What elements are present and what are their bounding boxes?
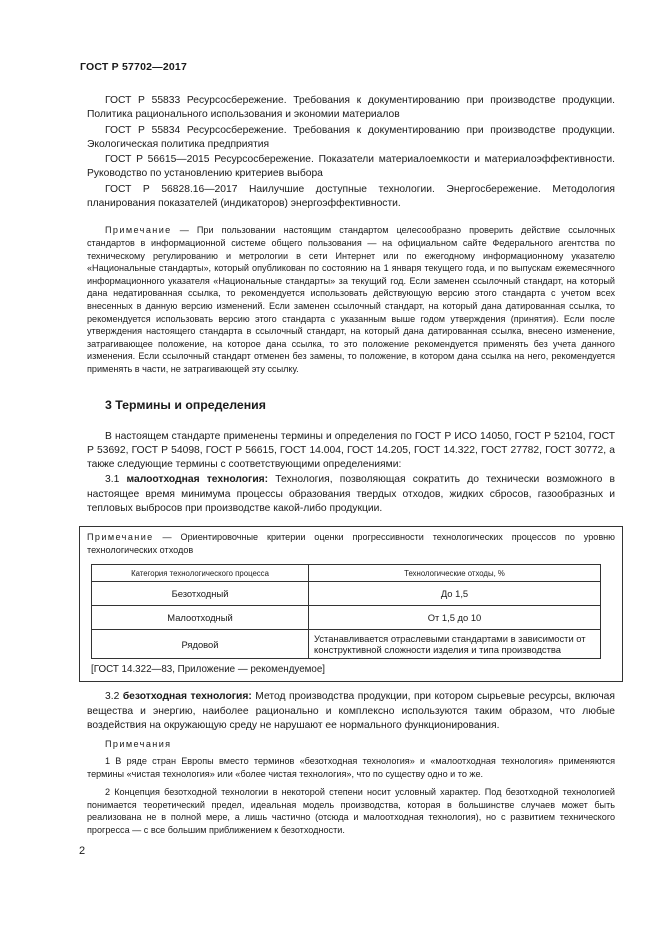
reference-item: ГОСТ Р 55833 Ресурсосбережение. Требования к документированию при производстве продукции. Политика рационального использования и экономии материалов [87, 95, 615, 121]
criteria-box [79, 526, 623, 682]
reference-item: ГОСТ Р 56615—2015 Ресурсосбережение. Показатели материалоемкости и материалоэффективности. Руководство по установлению критериев выбора [87, 154, 615, 180]
page-content [87, 94, 615, 837]
note-item: 1 В ряде стран Европы вместо терминов «безотходная технология» и «малоотходная технология» применяются термины «чистая технология» или «более чистая технология», что по существу одно и то же. [87, 755, 615, 779]
note-text: — Ориентировочные критерии оценки прогрессивности технологических процессов по уровню технологических отходов [87, 532, 615, 555]
note-label: Примечание [87, 532, 154, 543]
term-definition [87, 690, 615, 733]
table-row [92, 606, 601, 630]
notes-label: Примечания [105, 739, 172, 750]
term-text: Метод производства продукции, при котором сырьевые ресурсы, включая вещества и энергию, наиболее рационально и комплексно используются таким образом, что любые воздействия на окружающую среду не нарушают ее нормального функционирования. [87, 691, 615, 732]
table-header: Категория технологического процесса [92, 565, 309, 582]
table-cell: От 1,5 до 10 [309, 606, 601, 630]
criteria-table [91, 564, 601, 659]
table-cell: Рядовой [92, 630, 309, 659]
criteria-note [87, 531, 615, 556]
note-item: 2 Концепция безотходной технологии в некоторой степени носит условный характер. Под безотходной технологией понимается теоретический предел, идеальная модель производства, которая в большинстве случаев может быть реализована не в полной мере, а лишь частично (отсюда и малоотходная технология), но с развитием технического прогресса — с все большим приближением к безотходности. [87, 787, 615, 835]
table-header: Технологические отходы, % [309, 565, 601, 582]
references-note [87, 224, 615, 375]
note-text: — При пользовании настоящим стандартом целесообразно проверить действие ссылочных стандартов в информационной системе общего пользования — на официальном сайте Федерального агентства по техническому регулированию и метрологии в сети Интернет или по ежегодному информационному указателю «Национальные стандарты», который опубликован по состоянию на 1 января текущего года, и по выпускам ежемесячного информационного указателя «Национальные стандарты» за текущий год. Если заменен ссылочный стандарт, на который дана недатированная ссылка, то рекомендуется использовать действующую версию этого стандарта с учетом всех внесенных в данную версию изменений. Если заменен ссылочный стандарт, на который дана датированная ссылка, то рекомендуется использовать версию этого стандарта с указанным выше годом утверждения (принятия). Если после утверждения настоящего стандарта в ссылочный стандарт, на который дана датированная ссылка, внесено изменение, затрагивающее положение, на которое дана ссылка, то это положение рекомендуется применять без учета данного изменения. Если ссылочный стандарт отменен без замены, то положение, в котором дана ссылка на него, рекомендуется применять в части, не затрагивающей эту ссылку. [87, 225, 615, 374]
section-intro: В настоящем стандарте применены термины и определения по ГОСТ Р ИСО 14050, ГОСТ Р 52104, ГОСТ Р 53692, ГОСТ Р 54098, ГОСТ Р 56615, ГОСТ 14.004, ГОСТ 14.205, ГОСТ 14.322, ГОСТ 27782, ГОСТ 30772, а также следующие термины с соответствующими определениями: [87, 430, 615, 471]
note-label: Примечание [105, 225, 172, 236]
term-name: малоотходная технология: [126, 474, 269, 486]
term-definition [87, 473, 615, 516]
document-header: ГОСТ Р 57702—2017 [80, 61, 188, 73]
table-cell: Безотходный [92, 582, 309, 606]
section-title: 3 Термины и определения [105, 397, 266, 412]
term-number: 3.2 [105, 691, 123, 703]
term-number: 3.1 [105, 474, 127, 486]
reference-item: ГОСТ Р 56828.16—2017 Наилучшие доступные технологии. Энергосбережение. Методология планирования показателей (индикаторов) энергоэффективности. [87, 183, 615, 210]
source-reference: [ГОСТ 14.322—83, Приложение — рекомендуемое] [91, 664, 326, 676]
reference-item: ГОСТ Р 55834 Ресурсосбережение. Требования к документированию при производстве продукции. Экологическая политика предприятия [87, 124, 615, 150]
table-header-row [92, 565, 601, 582]
table-cell: До 1,5 [309, 582, 601, 606]
table-cell: Малоотходный [92, 606, 309, 630]
table-cell: Устанавливается отраслевыми стандартами в зависимости от конструктивной сложности изделия и типа производства [309, 630, 601, 659]
table-row [92, 630, 601, 659]
term-text: Технология, позволяющая сократить до технически возможного в настоящее время минимума процессы образования твердых отходов, жидких сбросов, газообразных и тепловых выбросов при производстве какой-либо продукции. [87, 474, 615, 514]
term-name: безотходная технология: [122, 691, 252, 703]
table-row [92, 582, 601, 606]
page-number: 2 [79, 845, 86, 857]
